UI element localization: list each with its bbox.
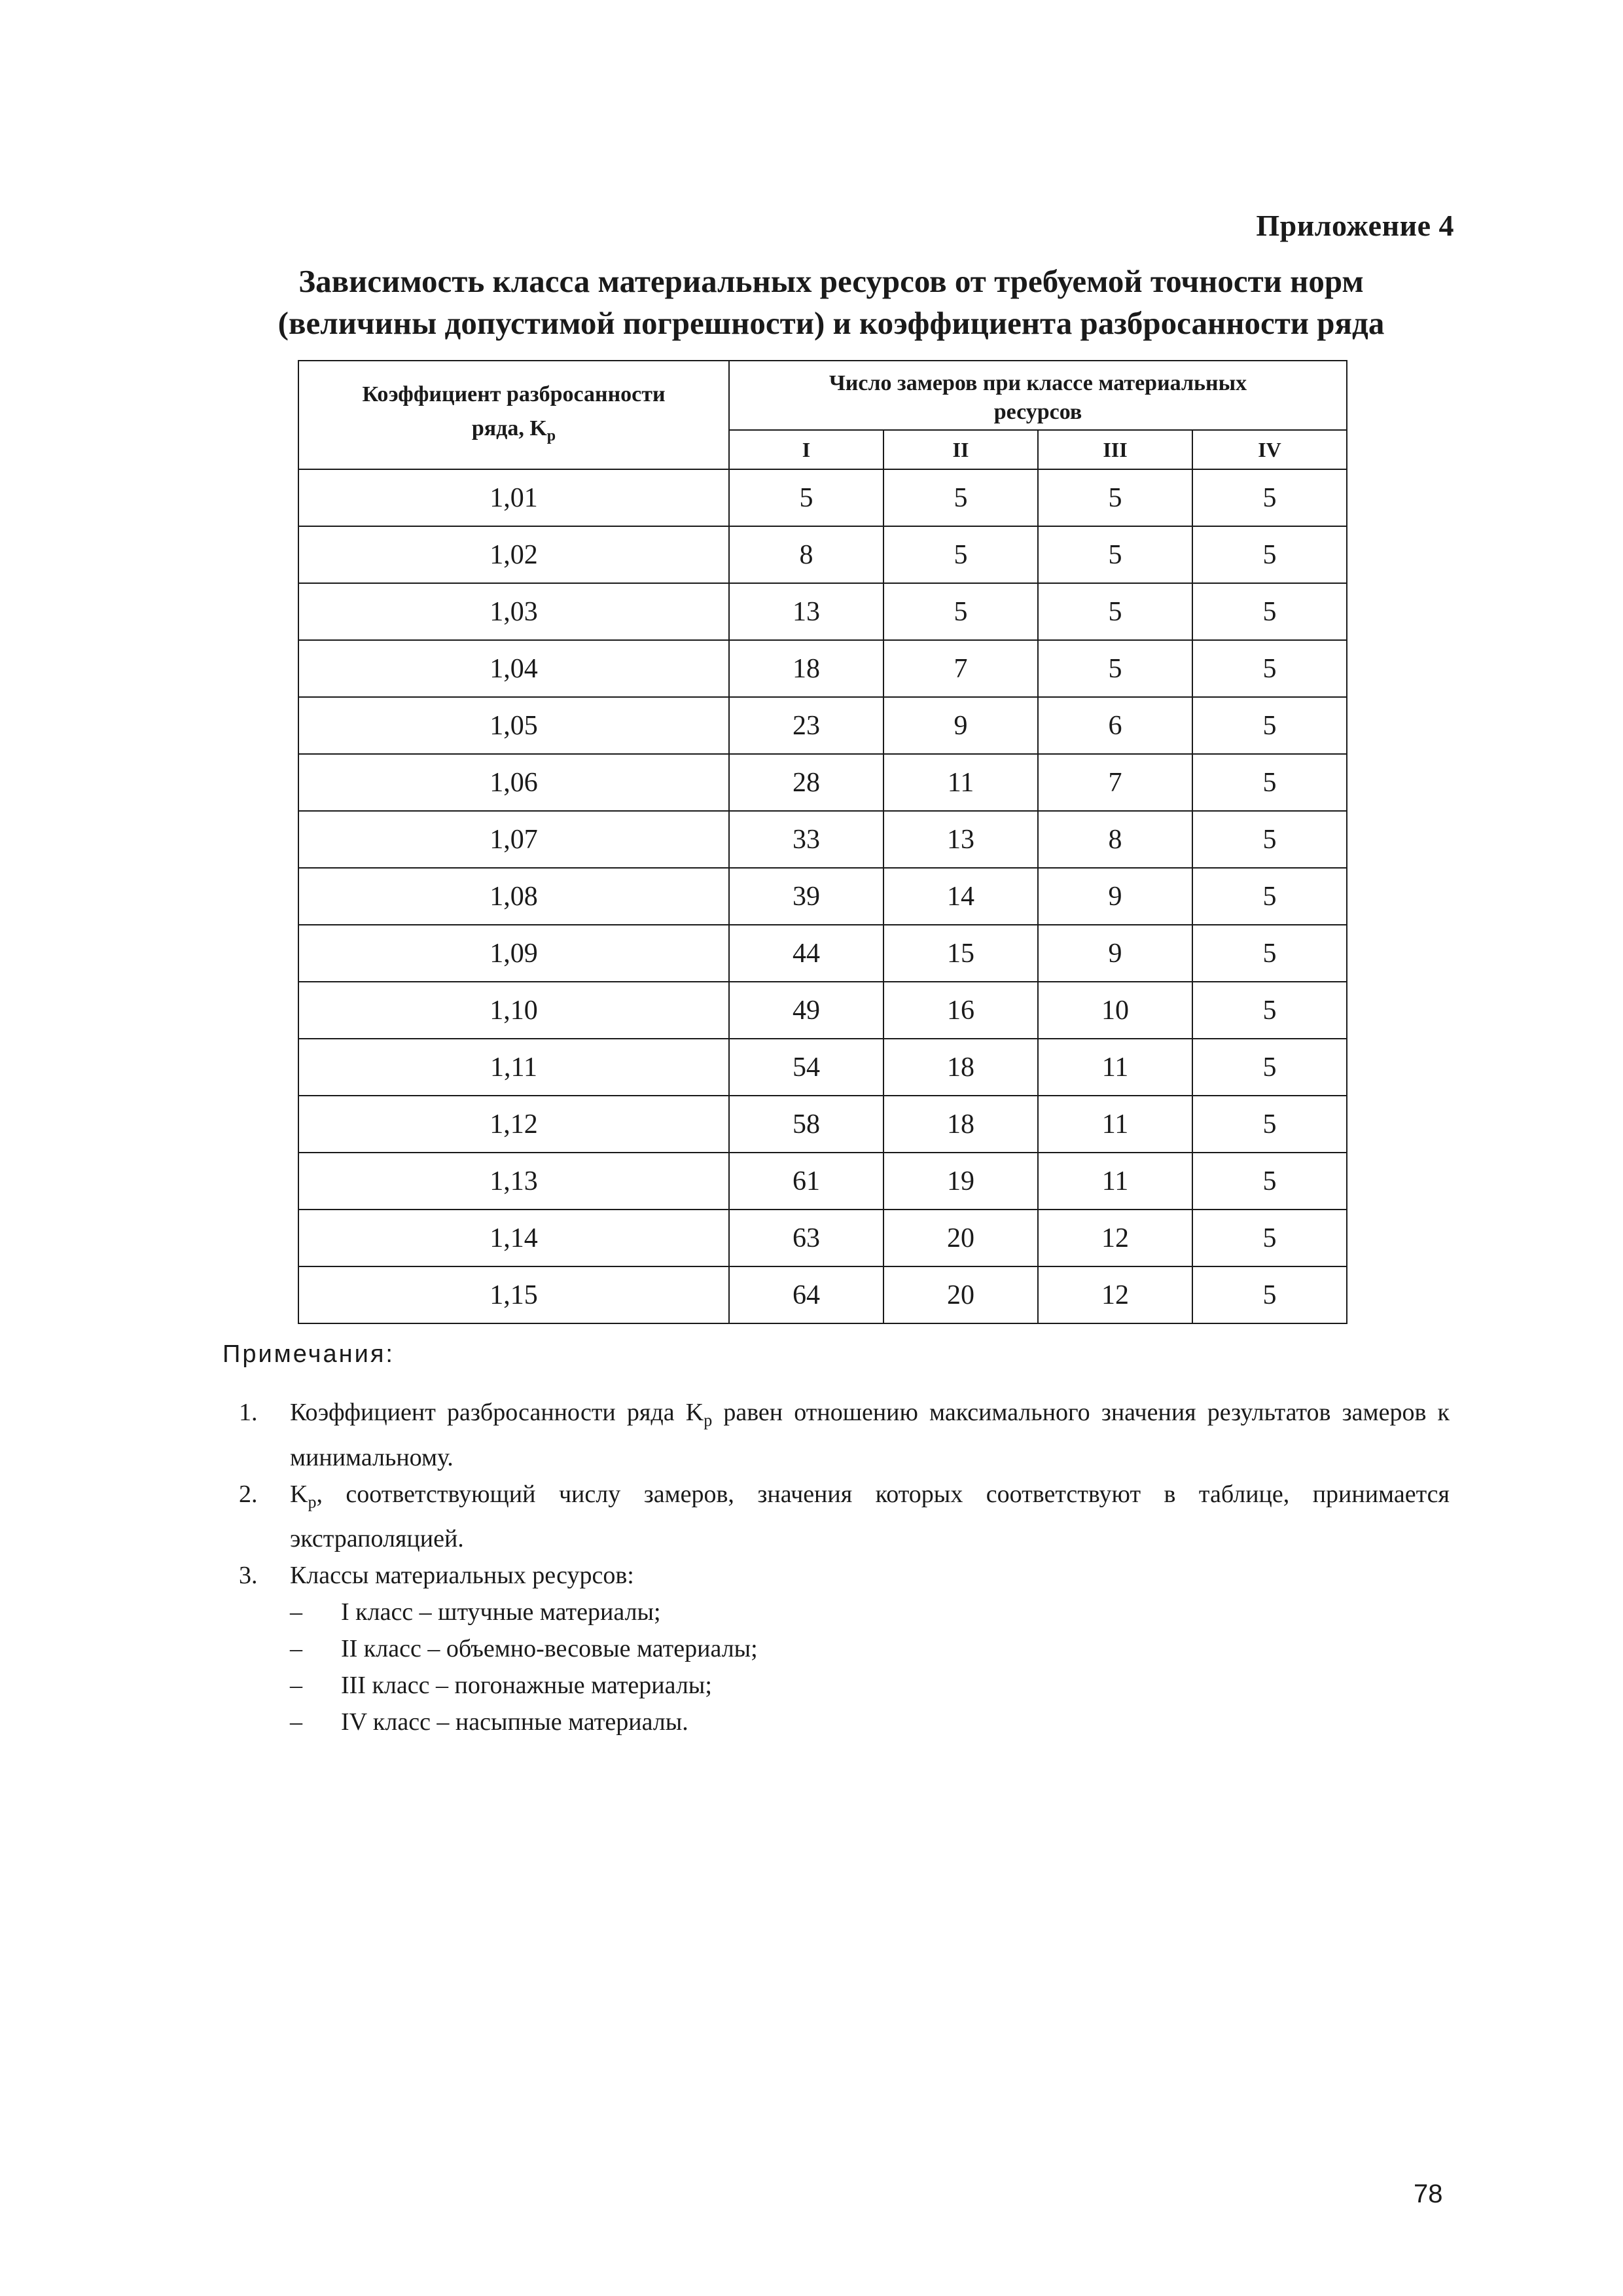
measurement-count-cell: 20 [883, 1210, 1038, 1266]
table-row [298, 1039, 1347, 1096]
measurement-count-cell: 5 [883, 526, 1038, 583]
measurement-count-cell: 12 [1038, 1210, 1192, 1266]
measurement-count-cell: 5 [1192, 1210, 1347, 1266]
measurement-count-cell: 5 [1192, 754, 1347, 811]
coefficient-cell: 1,08 [298, 868, 729, 925]
class-item [290, 1630, 1450, 1667]
measurement-count-cell: 5 [1192, 811, 1347, 868]
coefficient-cell: 1,03 [298, 583, 729, 640]
note-2-sub: р [308, 1492, 317, 1512]
measurement-count-cell: 54 [729, 1039, 883, 1096]
measurement-count-cell: 18 [883, 1096, 1038, 1153]
measurement-count-cell: 5 [1192, 868, 1347, 925]
measurement-count-cell: 11 [1038, 1096, 1192, 1153]
measurement-count-cell: 5 [1192, 1096, 1347, 1153]
coefficient-cell: 1,12 [298, 1096, 729, 1153]
note-1-text-a: Коэффициент разбросанности ряда K [290, 1399, 704, 1426]
note-3-number: 3. [239, 1562, 258, 1590]
measurement-table [298, 360, 1347, 1324]
table-row [298, 526, 1347, 583]
note-1 [239, 1394, 1450, 1476]
measurement-count-cell: 8 [729, 526, 883, 583]
table-row [298, 811, 1347, 868]
note-2 [239, 1476, 1450, 1558]
measurement-count-cell: 20 [883, 1266, 1038, 1323]
measurement-count-cell: 44 [729, 925, 883, 982]
dash-bullet: – [290, 1708, 302, 1736]
measurement-count-cell: 5 [1192, 526, 1347, 583]
measurement-count-cell: 28 [729, 754, 883, 811]
measurement-count-cell: 63 [729, 1210, 883, 1266]
measurement-count-cell: 5 [883, 469, 1038, 526]
measurement-count-cell: 19 [883, 1153, 1038, 1210]
class-item [290, 1667, 1450, 1704]
page-title [236, 260, 1427, 344]
header-coefficient-line2: ряда, K [471, 416, 547, 440]
coefficient-cell: 1,07 [298, 811, 729, 868]
measurement-count-cell: 5 [1192, 640, 1347, 697]
dash-bullet: – [290, 1635, 302, 1663]
measurement-count-cell: 5 [1192, 1039, 1347, 1096]
measurement-count-cell: 5 [1038, 526, 1192, 583]
measurement-count-cell: 5 [1192, 1153, 1347, 1210]
header-measurement-count [729, 361, 1347, 430]
table-row [298, 1210, 1347, 1266]
measurement-count-cell: 5 [1192, 697, 1347, 754]
measurement-count-cell: 7 [1038, 754, 1192, 811]
title-line-1: Зависимость класса материальных ресурсов от требуемой точности норм [298, 263, 1364, 299]
measurement-count-cell: 9 [1038, 868, 1192, 925]
note-1-number: 1. [239, 1399, 258, 1426]
header-class-4: IV [1192, 430, 1347, 469]
measurement-count-cell: 18 [729, 640, 883, 697]
header-class-2: II [883, 430, 1038, 469]
notes-list [239, 1394, 1450, 1740]
note-1-sub: р [704, 1410, 713, 1430]
measurement-count-cell: 64 [729, 1266, 883, 1323]
class-item-text: III класс – погонажные материалы; [341, 1672, 712, 1700]
coefficient-cell: 1,11 [298, 1039, 729, 1096]
coefficient-cell: 1,01 [298, 469, 729, 526]
measurement-count-cell: 5 [1038, 640, 1192, 697]
measurement-count-cell: 12 [1038, 1266, 1192, 1323]
measurement-count-cell: 39 [729, 868, 883, 925]
measurement-count-cell: 9 [1038, 925, 1192, 982]
measurement-count-cell: 16 [883, 982, 1038, 1039]
note-3 [239, 1557, 1450, 1594]
measurement-count-cell: 11 [1038, 1153, 1192, 1210]
table-row [298, 1153, 1347, 1210]
coefficient-cell: 1,14 [298, 1210, 729, 1266]
header-count-line2: ресурсов [993, 400, 1082, 424]
table-row [298, 754, 1347, 811]
measurement-count-cell: 58 [729, 1096, 883, 1153]
measurement-count-cell: 15 [883, 925, 1038, 982]
header-class-3: III [1038, 430, 1192, 469]
measurement-count-cell: 5 [1038, 469, 1192, 526]
table-body [298, 469, 1347, 1323]
header-coefficient-sub: p [546, 427, 556, 444]
note-2-text-b: , соответствующий числу замеров, значения которых соответствуют в таблице, принимается экстраполяцией. [290, 1480, 1450, 1553]
table-row [298, 925, 1347, 982]
measurement-count-cell: 33 [729, 811, 883, 868]
class-item-text: I класс – штучные материалы; [341, 1598, 661, 1626]
measurement-count-cell: 5 [1038, 583, 1192, 640]
measurement-count-cell: 5 [729, 469, 883, 526]
class-item [290, 1704, 1450, 1740]
header-coefficient-line1: Коэффициент разбросанности [362, 382, 666, 406]
measurement-count-cell: 18 [883, 1039, 1038, 1096]
coefficient-cell: 1,05 [298, 697, 729, 754]
note-1-text-b: равен отношению максимального значения результатов замеров к минимальному. [290, 1399, 1450, 1471]
page-number: 78 [1414, 2179, 1443, 2208]
coefficient-cell: 1,04 [298, 640, 729, 697]
measurement-count-cell: 13 [883, 811, 1038, 868]
note-2-number: 2. [239, 1480, 258, 1508]
class-item [290, 1594, 1450, 1630]
table-row [298, 982, 1347, 1039]
table-row [298, 640, 1347, 697]
measurement-count-cell: 10 [1038, 982, 1192, 1039]
measurement-count-cell: 6 [1038, 697, 1192, 754]
measurement-count-cell: 5 [1192, 925, 1347, 982]
table-row [298, 697, 1347, 754]
appendix-label: Приложение 4 [1256, 209, 1454, 242]
table-row [298, 1266, 1347, 1323]
measurement-count-cell: 23 [729, 697, 883, 754]
note-3-text: Классы материальных ресурсов: [290, 1562, 634, 1590]
table-row [298, 469, 1347, 526]
coefficient-cell: 1,15 [298, 1266, 729, 1323]
dash-bullet: – [290, 1672, 302, 1700]
measurement-count-cell: 49 [729, 982, 883, 1039]
dash-bullet: – [290, 1598, 302, 1626]
coefficient-cell: 1,09 [298, 925, 729, 982]
class-item-text: IV класс – насыпные материалы. [341, 1708, 688, 1736]
table-row [298, 583, 1347, 640]
measurement-count-cell: 5 [883, 583, 1038, 640]
measurement-count-cell: 5 [1192, 982, 1347, 1039]
class-item-text: II класс – объемно-весовые материалы; [341, 1635, 758, 1663]
measurement-count-cell: 11 [1038, 1039, 1192, 1096]
measurement-count-cell: 8 [1038, 811, 1192, 868]
header-class-1: I [729, 430, 883, 469]
coefficient-cell: 1,10 [298, 982, 729, 1039]
coefficient-cell: 1,06 [298, 754, 729, 811]
measurement-count-cell: 14 [883, 868, 1038, 925]
measurement-count-cell: 7 [883, 640, 1038, 697]
measurement-count-cell: 5 [1192, 1266, 1347, 1323]
notes-title: Примечания: [223, 1340, 395, 1368]
title-line-2: (величины допустимой погрешности) и коэффициента разбросанности ряда [277, 305, 1385, 341]
table-row [298, 1096, 1347, 1153]
table-row [298, 868, 1347, 925]
measurement-count-cell: 5 [1192, 469, 1347, 526]
measurement-count-cell: 13 [729, 583, 883, 640]
note-2-text-a: K [290, 1480, 308, 1508]
coefficient-cell: 1,02 [298, 526, 729, 583]
measurement-count-cell: 9 [883, 697, 1038, 754]
measurement-count-cell: 11 [883, 754, 1038, 811]
header-coefficient [298, 361, 729, 469]
measurement-count-cell: 61 [729, 1153, 883, 1210]
header-count-line1: Число замеров при классе материальных [829, 371, 1247, 395]
coefficient-cell: 1,13 [298, 1153, 729, 1210]
measurement-count-cell: 5 [1192, 583, 1347, 640]
